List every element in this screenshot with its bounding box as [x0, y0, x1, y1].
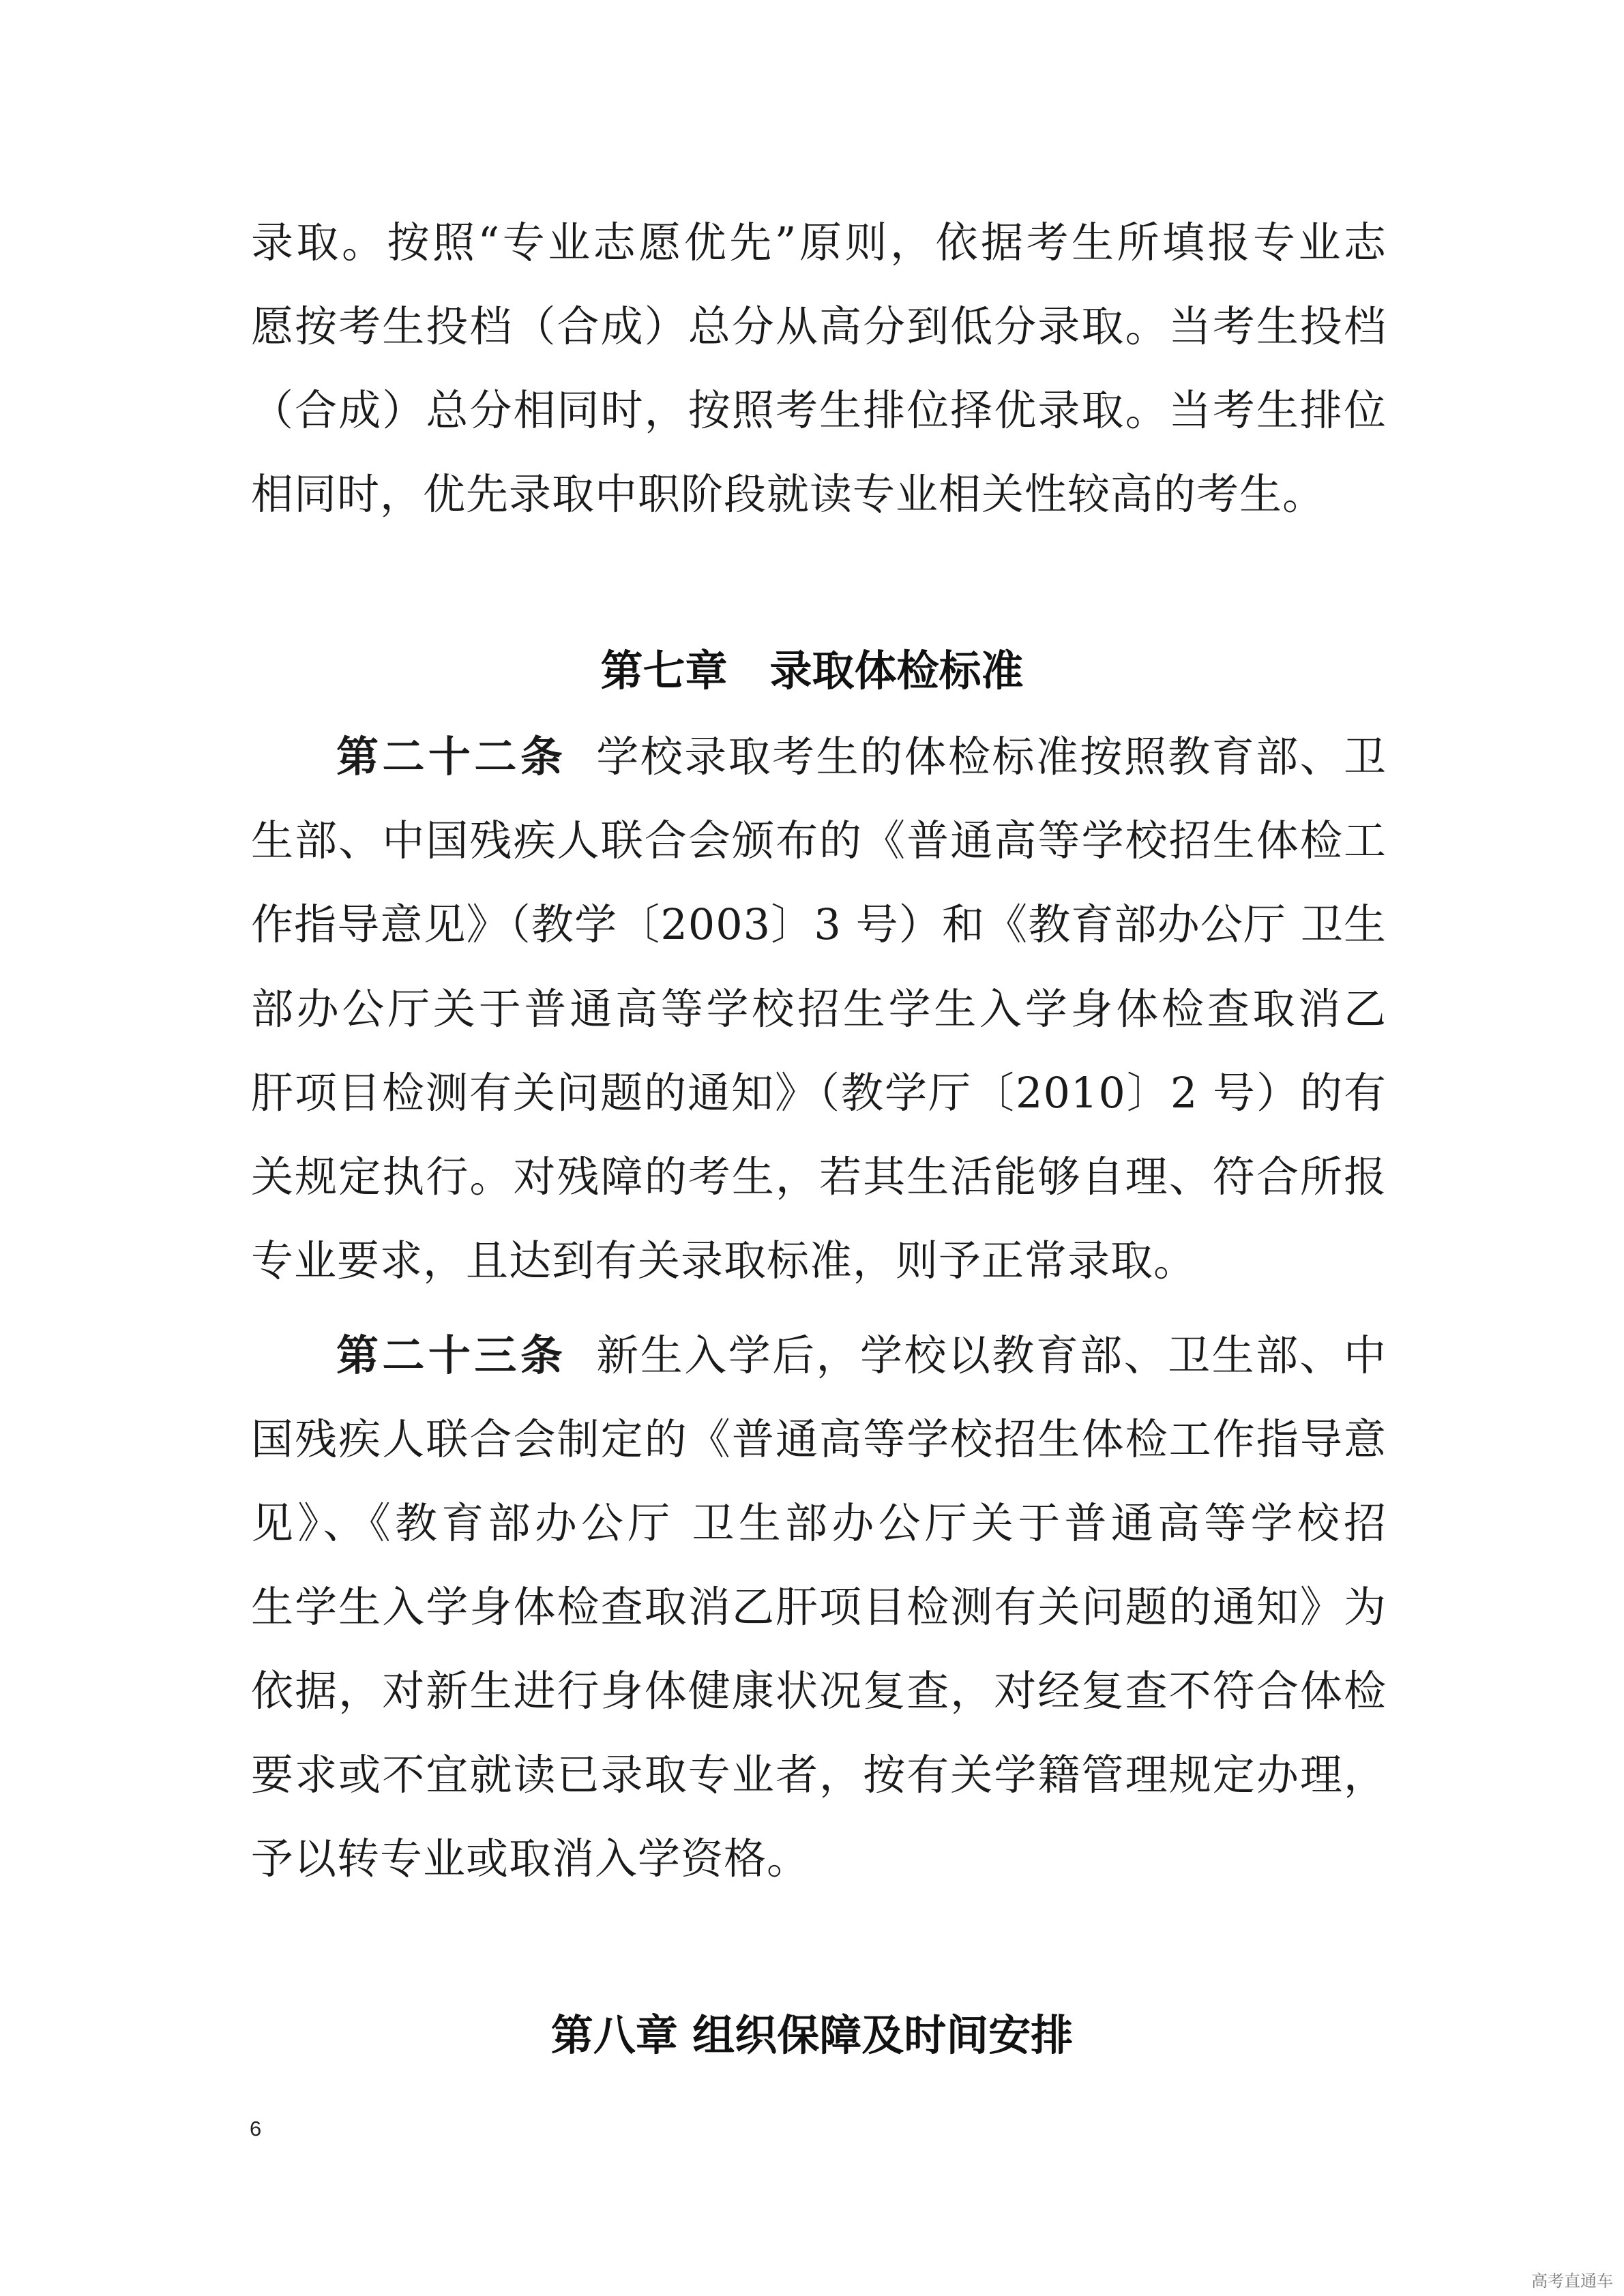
page-number: 6 — [250, 2117, 262, 2141]
body-text-line: 生学生入学身体检查取消乙肝项目检测有关问题的通知》为 — [251, 1582, 1387, 1632]
article-first-line — [336, 1328, 1387, 1383]
body-text-line: 肝项目检测有关问题的通知》（教学厅〔2010〕2 号）的有 — [251, 1068, 1387, 1118]
article-first-line — [336, 730, 1387, 784]
watermark-text: 高考直通车 — [1531, 2271, 1613, 2291]
article-number: 第二十二条 — [336, 732, 567, 781]
body-text: 新生入学后，学校以教育部、卫生部、中 — [596, 1330, 1387, 1380]
body-text-line: 依据，对新生进行身体健康状况复查，对经复查不符合体检 — [251, 1666, 1387, 1716]
chapter-heading: 第八章 组织保障及时间安排 — [550, 2010, 1074, 2060]
body-text-line: 录取。按照“专业志愿优先”原则，依据考生所填报专业志 — [251, 218, 1387, 267]
body-text-line: 关规定执行。对残障的考生，若其生活能够自理、符合所报 — [251, 1152, 1387, 1202]
body-text-line: 相同时，优先录取中职阶段就读专业相关性较高的考生。 — [251, 469, 1326, 519]
body-text-line: 作指导意见》（教学〔2003〕3 号）和《教育部办公厅 卫生 — [251, 899, 1387, 949]
body-text-line: 专业要求，且达到有关录取标准，则予正常录取。 — [251, 1236, 1197, 1285]
chapter-heading: 第七章 录取体检标准 — [600, 646, 1024, 696]
body-text-line: 见》、《教育部办公厅 卫生部办公厅关于普通高等学校招 — [251, 1498, 1387, 1548]
body-text-line: 予以转专业或取消入学资格。 — [251, 1834, 810, 1883]
body-text-line: 要求或不宜就读已录取专业者，按有关学籍管理规定办理， — [251, 1750, 1387, 1800]
body-text: 学校录取考生的体检标准按照教育部、卫 — [596, 732, 1387, 781]
body-text-line: （合成）总分相同时，按照考生排位择优录取。当考生排位 — [251, 385, 1387, 435]
body-text-line: 生部、中国残疾人联合会颁布的《普通高等学校招生体检工 — [251, 816, 1387, 865]
article-number: 第二十三条 — [336, 1330, 567, 1380]
body-text-line: 愿按考生投档（合成）总分从高分到低分录取。当考生投档 — [251, 301, 1387, 351]
body-text-line: 部办公厅关于普通高等学校招生学生入学身体检查取消乙 — [251, 984, 1387, 1034]
body-text-line: 国残疾人联合会制定的《普通高等学校招生体检工作指导意 — [251, 1414, 1387, 1464]
